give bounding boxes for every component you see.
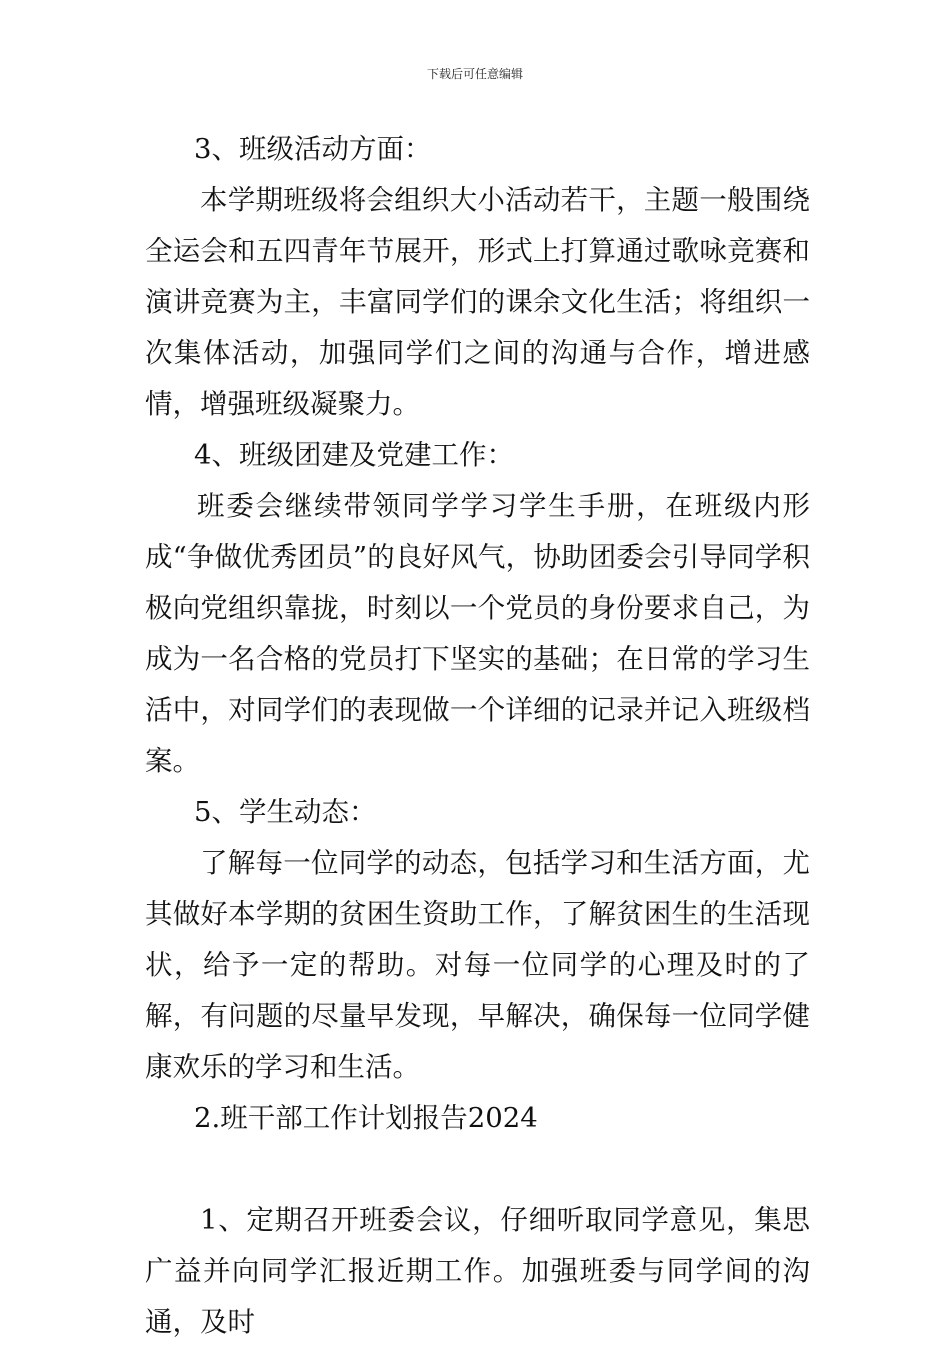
paragraph-regular-meetings: 1、定期召开班委会议，仔细听取同学意见，集思广益并向同学汇报近期工作。加强班委与同学间的沟通，及时 [145,1204,810,1338]
section-title-work-plan-2024: 2.班干部工作计划报告2024 [194,1102,538,1134]
paragraph-league-party-work: 班委会继续带领同学学习学生手册，在班级内形成“争做优秀团员”的良好风气，协助团委会引导同学积极向党组织靠拢，时刻以一个党员的身份要求自己，为成为一名合格的党员打下坚实的基础；在日常的学习生活中，对同学们的表现做一个详细的记录并记入班级档案。 [145,490,810,777]
paragraph-class-activities: 本学期班级将会组织大小活动若干，主题一般围绕全运会和五四青年节展开，形式上打算通过歌咏竞赛和演讲竞赛为主，丰富同学们的课余文化生活；将组织一次集体活动，加强同学们之间的沟通与合作，增进感情，增强班级凝聚力。 [145,184,810,420]
heading-student-dynamics: 5、学生动态： [194,796,377,828]
heading-league-party-work: 4、班级团建及党建工作： [194,439,514,471]
heading-class-activities: 3、班级活动方面： [194,133,432,165]
page-header: 下载后可任意编辑 [426,67,523,81]
document-body [145,124,810,1348]
paragraph-student-dynamics: 了解每一位同学的动态，包括学习和生活方面，尤其做好本学期的贫困生资助工作，了解贫困生的生活现状，给予一定的帮助。对每一位同学的心理及时的了解，有问题的尽量早发现，早解决，确保每一位同学健康欢乐的学习和生活。 [145,847,810,1083]
